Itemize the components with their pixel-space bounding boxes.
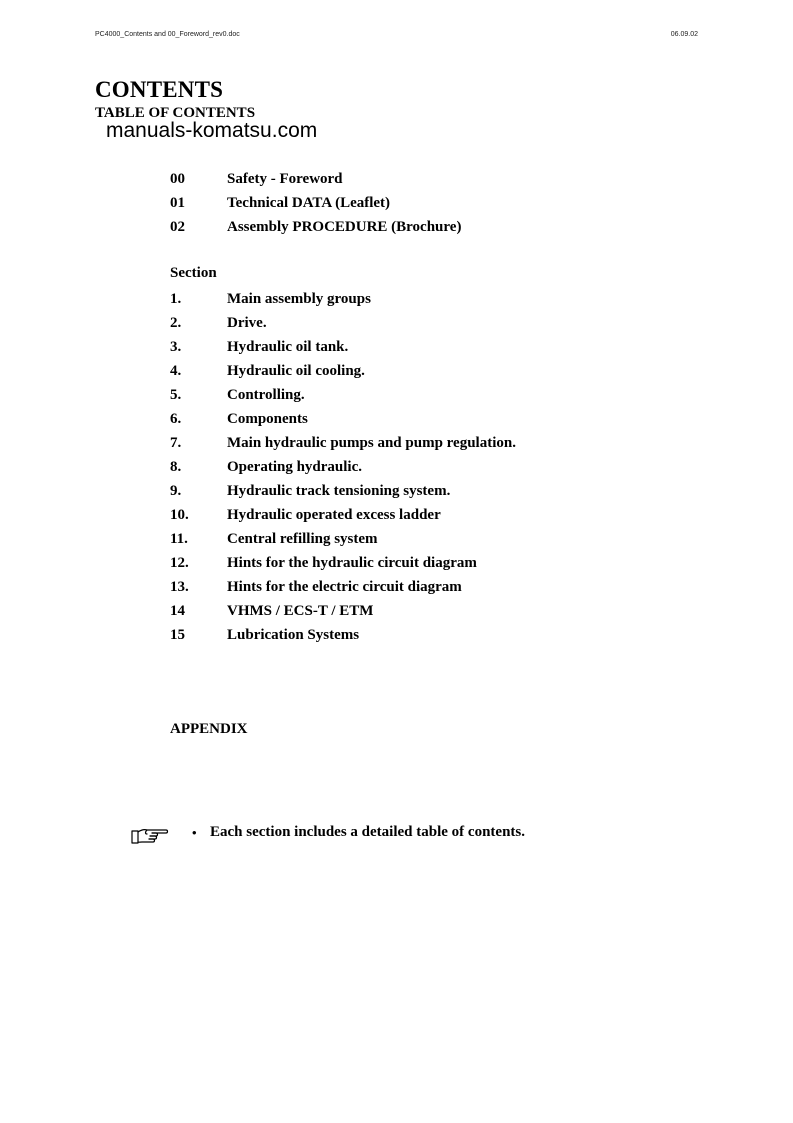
toc-item-label: Controlling.: [227, 387, 305, 403]
toc-item-label: Hydraulic oil tank.: [227, 339, 349, 355]
toc-item-number: 9.: [170, 483, 182, 499]
toc-item-number: 3.: [170, 339, 182, 355]
note-text: Each section includes a detailed table of contents.: [210, 824, 525, 840]
page-header-date: 06.09.02: [670, 31, 698, 38]
toc-item-label: Assembly PROCEDURE (Brochure): [227, 219, 462, 235]
note-bullet: •: [192, 825, 197, 840]
pointing-hand-icon: [130, 825, 170, 847]
toc-item-label: Main assembly groups: [227, 291, 371, 307]
section-heading: Section: [170, 265, 217, 281]
toc-item-label: Safety - Foreword: [227, 171, 343, 187]
toc-item-label: Hints for the hydraulic circuit diagram: [227, 555, 477, 571]
toc-item-label: Hydraulic oil cooling.: [227, 363, 365, 379]
toc-item-label: Central refilling system: [227, 531, 378, 547]
toc-item-number: 7.: [170, 435, 182, 451]
toc-item-label: Hints for the electric circuit diagram: [227, 579, 462, 595]
toc-item-number: 11.: [170, 531, 188, 547]
toc-item-label: Hydraulic operated excess ladder: [227, 507, 441, 523]
toc-item-number: 6.: [170, 411, 182, 427]
toc-item-number: 1.: [170, 291, 182, 307]
toc-item-number: 15: [170, 627, 185, 643]
page-header-filename: PC4000_Contents and 00_Foreword_rev0.doc: [95, 31, 240, 38]
toc-item-label: VHMS / ECS-T / ETM: [227, 603, 374, 619]
toc-item-label: Hydraulic track tensioning system.: [227, 483, 451, 499]
toc-item-number: 13.: [170, 579, 189, 595]
toc-item-label: Main hydraulic pumps and pump regulation.: [227, 435, 516, 451]
toc-item-number: 8.: [170, 459, 182, 475]
toc-item-label: Lubrication Systems: [227, 627, 360, 643]
toc-item-label: Operating hydraulic.: [227, 459, 363, 475]
toc-item-number: 4.: [170, 363, 182, 379]
toc-item-number: 12.: [170, 555, 189, 571]
toc-item-number: 02: [170, 219, 185, 235]
note: [130, 823, 610, 849]
page-title: CONTENTS: [95, 77, 224, 102]
toc-item-label: Technical DATA (Leaflet): [227, 195, 391, 211]
toc-item-number: 10.: [170, 507, 189, 523]
watermark-text: manuals-komatsu.com: [106, 119, 318, 142]
toc-item-number: 5.: [170, 387, 182, 403]
toc-item-number: 14: [170, 603, 185, 619]
page-subtitle: TABLE OF CONTENTS: [95, 105, 256, 121]
appendix-heading: APPENDIX: [170, 721, 248, 737]
toc-item-label: Components: [227, 411, 308, 427]
toc-item-number: 2.: [170, 315, 182, 331]
toc-item-label: Drive.: [227, 315, 267, 331]
toc-item-number: 01: [170, 195, 185, 211]
toc-item-number: 00: [170, 171, 185, 187]
